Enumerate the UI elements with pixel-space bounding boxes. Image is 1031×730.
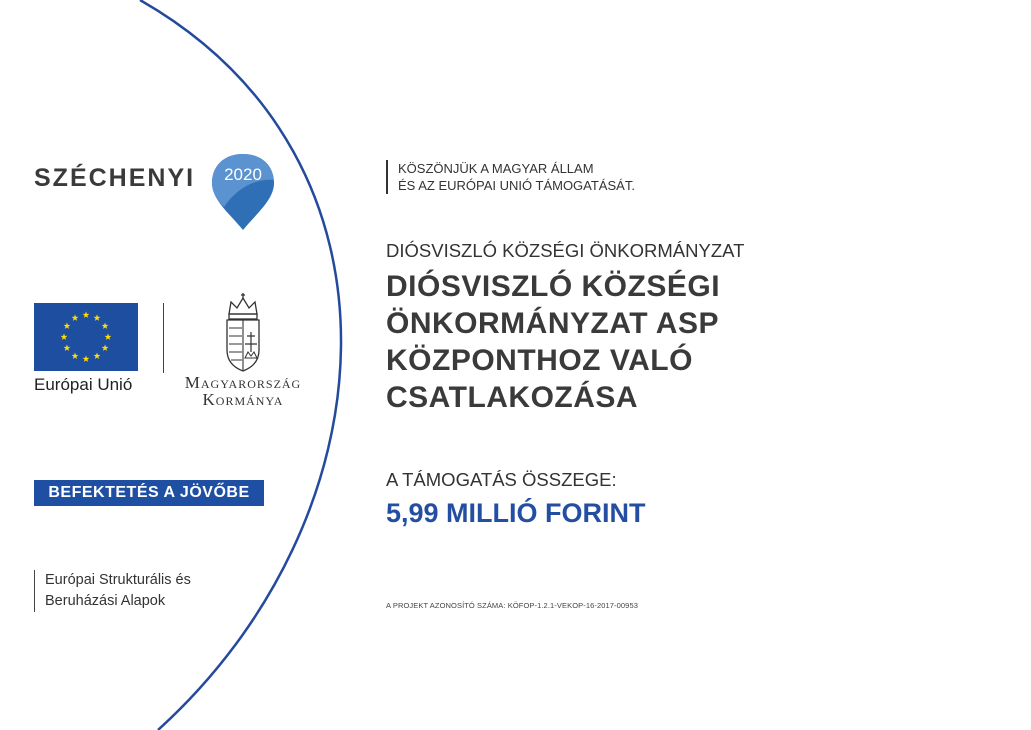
eu-stars — [34, 303, 138, 371]
eu-star-icon — [94, 314, 101, 321]
eu-flag-icon — [34, 303, 138, 371]
funds-text — [34, 570, 191, 612]
project-title — [386, 268, 806, 416]
eu-star-icon — [102, 322, 109, 329]
investment-badge: BEFEKTETÉS A JÖVŐBE — [34, 480, 264, 506]
thanks-line2: ÉS AZ EURÓPAI UNIÓ TÁMOGATÁSÁT. — [398, 178, 635, 193]
eu-star-icon — [102, 344, 109, 351]
coat-of-arms-icon — [221, 292, 265, 372]
thanks-line1: KÖSZÖNJÜK A MAGYAR ÁLLAM — [398, 161, 594, 176]
support-amount-label: A TÁMOGATÁS ÖSSZEGE: — [386, 469, 617, 490]
location-pin-icon — [208, 152, 278, 232]
eu-star-icon — [72, 352, 79, 359]
project-title-line: DIÓSVISZLÓ KÖZSÉGI — [386, 270, 721, 303]
eu-star-icon — [105, 333, 112, 340]
funds-line2: Beruházási Alapok — [45, 593, 166, 609]
eu-star-icon — [72, 314, 79, 321]
eu-star-icon — [64, 344, 71, 351]
project-title-line: CSATLAKOZÁSA — [386, 381, 639, 414]
eu-star-icon — [83, 355, 90, 362]
logo-divider — [163, 303, 164, 373]
government-label-line1: Magyarország — [184, 373, 302, 392]
szechenyi-year: 2020 — [224, 165, 262, 184]
szechenyi-2020-logo — [34, 152, 274, 232]
project-title-line: ÖNKORMÁNYZAT ASP — [386, 307, 719, 340]
hungarian-government-logo — [178, 292, 308, 408]
government-label-line2: Kormánya — [202, 390, 284, 409]
project-title-line: KÖZPONTHOZ VALÓ — [386, 344, 693, 377]
eu-star-icon — [64, 322, 71, 329]
support-amount-value: 5,99 MILLIÓ FORINT — [386, 498, 646, 528]
szechenyi-wordmark: SZÉCHENYI — [34, 164, 196, 192]
funds-line1: Európai Strukturális és — [45, 572, 191, 588]
eu-star-icon — [61, 333, 68, 340]
eu-star-icon — [94, 352, 101, 359]
thanks-text — [386, 160, 635, 194]
eu-label: Európai Unió — [34, 375, 133, 394]
eu-star-icon — [83, 311, 90, 318]
project-id: A PROJEKT AZONOSÍTÓ SZÁMA: KÖFOP-1.2.1-VEKOP-16-2017-00953 — [386, 601, 638, 610]
eu-logo — [34, 303, 138, 395]
beneficiary-name: DIÓSVISZLÓ KÖZSÉGI ÖNKORMÁNYZAT — [386, 240, 745, 261]
